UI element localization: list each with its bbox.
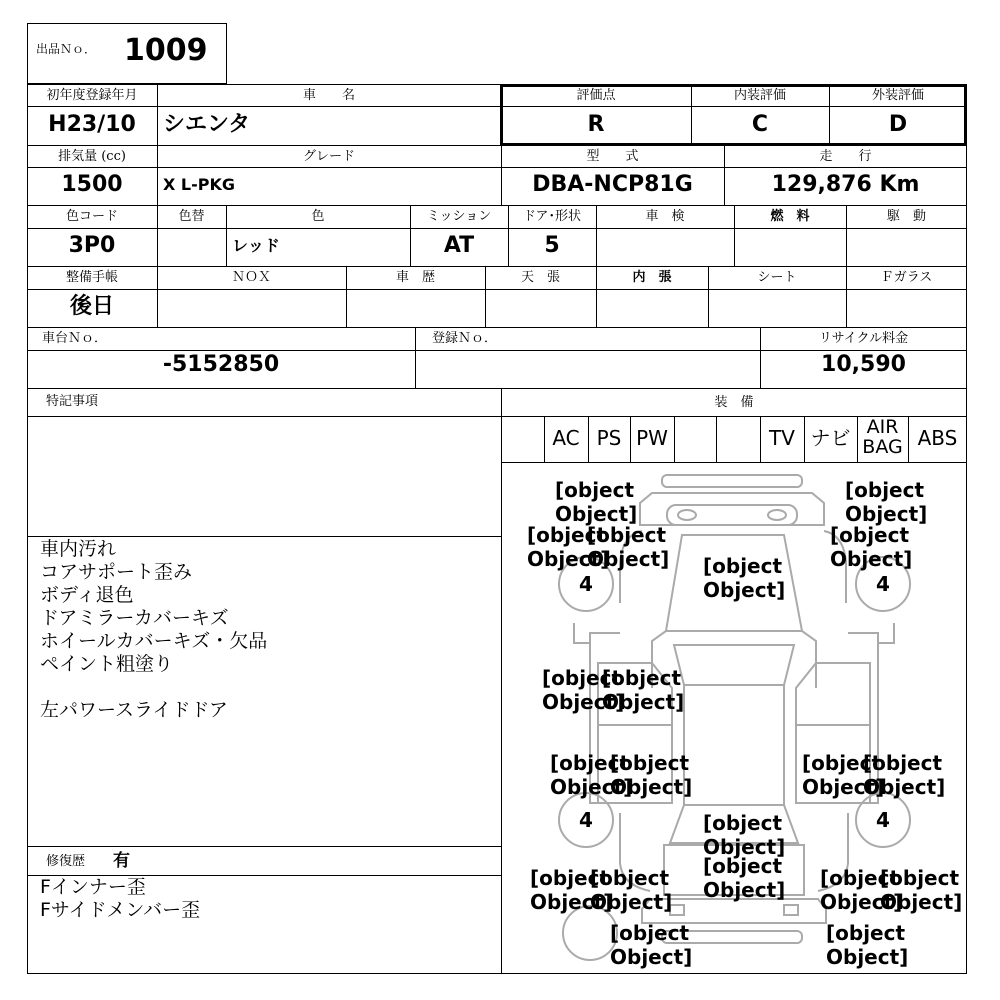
history-label: 車 歴 <box>395 270 435 285</box>
note-line: コアサポート歪み <box>40 561 193 583</box>
damage-mark: [object Object] <box>610 751 693 799</box>
exterior-label: 外装評価 <box>871 88 924 103</box>
tire-rating: 4 <box>579 572 593 596</box>
model-label: 型 式 <box>586 149 639 164</box>
grade-value: X L-PKG <box>163 175 235 194</box>
year-value: H23/10 <box>48 112 136 137</box>
name-value: シエンタ <box>163 112 251 137</box>
exterior-value: D <box>888 112 908 137</box>
equipment-pw: PW <box>636 426 668 450</box>
registration-value <box>415 348 760 382</box>
chassis-label: 車台Ｎｏ． <box>42 331 108 346</box>
fuel-value <box>734 229 846 263</box>
chassis-value: -5152850 <box>162 352 280 377</box>
damage-mark: [object Object] <box>820 866 903 914</box>
drive-label: 駆 動 <box>886 209 926 224</box>
fuel-label: 燃 料 <box>770 209 810 224</box>
history-value <box>346 290 485 324</box>
grade-label: グレード <box>302 149 355 164</box>
note-line: ボディ退色 <box>40 584 134 606</box>
inspection-label: 車 検 <box>645 209 685 224</box>
seat-label: シート <box>757 270 797 285</box>
color-label: 色 <box>311 209 325 224</box>
repair-line: Fインナー歪 <box>40 876 146 898</box>
damage-mark: [object Object] <box>555 478 638 526</box>
repair-value: 有 <box>113 851 130 871</box>
damage-mark: [object Object] <box>610 921 693 969</box>
fglass-label: Ｆガラス <box>880 270 933 285</box>
damage-mark: [object Object] <box>703 854 786 902</box>
damage-mark: [object Object] <box>845 478 928 526</box>
model-value: DBA-NCP81G <box>532 172 693 197</box>
damage-mark: [object Object] <box>550 751 633 799</box>
maintenance-label: 整備手帳 <box>65 270 118 285</box>
equipment-ac: AC <box>552 426 580 450</box>
color-change-label: 色替 <box>178 209 205 224</box>
transmission-value: AT <box>443 233 475 258</box>
color-code-label: 色コード <box>65 209 118 224</box>
color-value: レッド <box>232 236 280 255</box>
damage-mark: [object Object] <box>880 866 963 914</box>
score-label: 評価点 <box>576 88 616 103</box>
name-label: 車 名 <box>302 88 355 103</box>
tire-rating: 4 <box>876 572 890 596</box>
mileage-value: 129,876 Km <box>771 172 920 197</box>
lot-label: 出品Ｎｏ． <box>36 42 97 56</box>
color-change-value <box>157 229 226 263</box>
door-label: ドア･形状 <box>522 209 582 224</box>
equipment-ps: PS <box>596 426 622 450</box>
registration-label: 登録Ｎｏ． <box>432 331 498 346</box>
mileage-label: 走 行 <box>819 149 872 164</box>
inspection-value <box>596 229 734 263</box>
transmission-label: ミッション <box>426 209 492 224</box>
damage-mark: [object Object] <box>802 751 885 799</box>
damage-mark: [object Object] <box>587 523 670 571</box>
roof-label: 天 張 <box>520 270 560 285</box>
tire-rating: 4 <box>876 808 890 832</box>
damage-mark: [object Object] <box>590 866 673 914</box>
maintenance-value: 後日 <box>69 294 114 319</box>
damage-mark: [object Object] <box>602 666 685 714</box>
color-code-value: 3P0 <box>68 233 116 258</box>
recycle-label: リサイクル料金 <box>818 331 909 346</box>
damage-mark: [object Object] <box>703 554 786 602</box>
year-label: 初年度登録年月 <box>46 88 138 103</box>
drive-value <box>846 229 967 263</box>
displacement-label: 排気量 (cc) <box>58 149 126 164</box>
nox-label: ＮＯＸ <box>231 270 271 285</box>
damage-mark: [object Object] <box>703 811 786 859</box>
seat-value <box>708 290 846 324</box>
interior-label: 内装評価 <box>733 88 786 103</box>
tire-rating: 4 <box>579 808 593 832</box>
door-value: 5 <box>544 233 560 258</box>
damage-mark: [object Object] <box>826 921 909 969</box>
nox-value <box>157 290 346 324</box>
note-line: 車内汚れ <box>40 538 117 560</box>
note-line: ペイント粗塗り <box>40 653 174 675</box>
interior-value: C <box>751 112 769 137</box>
lot-number: 1009 <box>124 33 208 68</box>
damage-mark: [object Object] <box>830 523 913 571</box>
damage-mark: [object Object] <box>527 523 610 571</box>
displacement-value: 1500 <box>61 172 123 197</box>
repair-line: Fサイドメンバー歪 <box>40 899 201 921</box>
equipment-airbag: AIR BAG <box>862 416 903 458</box>
equipment-label: 装 備 <box>714 395 754 410</box>
inner-value <box>596 290 708 324</box>
roof-value <box>485 290 596 324</box>
equipment-tv: TV <box>769 426 795 450</box>
damage-mark: [object Object] <box>542 666 625 714</box>
note-line: ドアミラーカバーキズ <box>40 607 229 629</box>
inner-label: 内 張 <box>632 270 672 285</box>
score-value: R <box>587 112 605 137</box>
special-notes-label: 特記事項 <box>46 394 99 409</box>
note-line: ホイールカバーキズ・欠品 <box>40 630 268 652</box>
note-line: 左パワースライドドア <box>40 699 228 721</box>
damage-mark: [object Object] <box>530 866 613 914</box>
fglass-value <box>846 290 967 324</box>
equipment-navi: ナビ <box>810 426 851 450</box>
equipment-abs: ABS <box>917 426 958 450</box>
damage-mark: [object Object] <box>863 751 946 799</box>
repair-label: 修復歴 <box>46 854 86 869</box>
recycle-value: 10,590 <box>821 352 906 377</box>
